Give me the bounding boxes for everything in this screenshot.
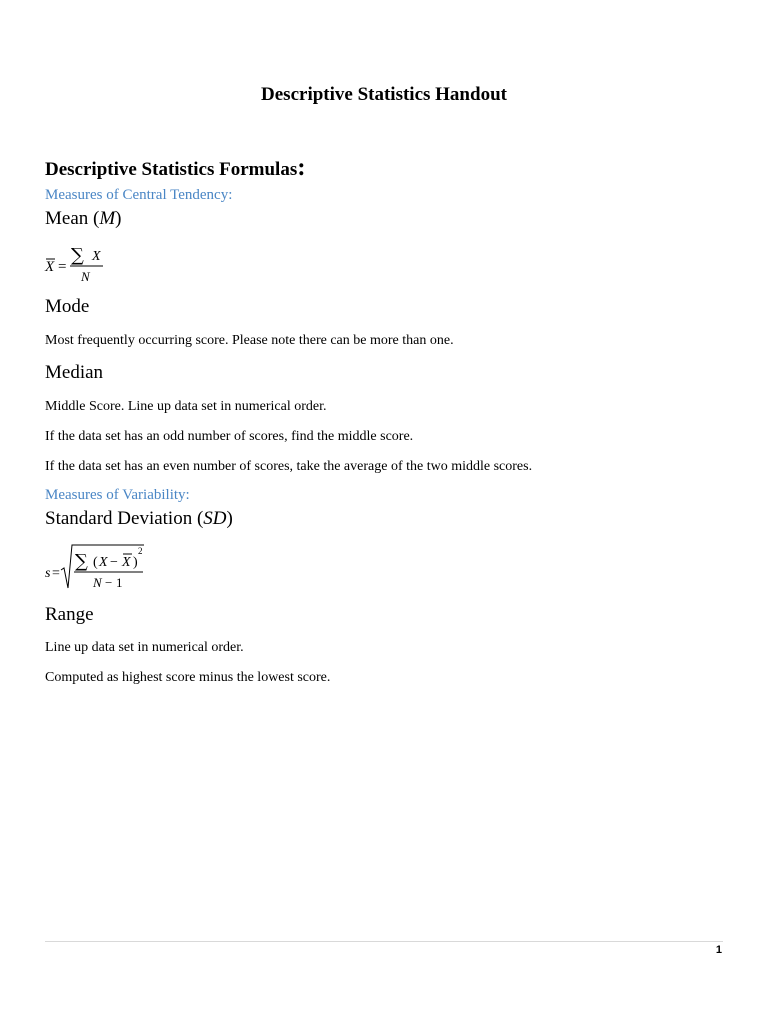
sd-heading-prefix: Standard Deviation ( <box>45 508 204 529</box>
sd-lhs: s <box>45 566 51 581</box>
page-number: 1 <box>715 944 722 956</box>
sd-heading <box>45 508 233 530</box>
sd-heading-symbol: SD <box>203 508 227 529</box>
footer-divider <box>45 941 723 942</box>
mean-denominator: N <box>81 269 90 284</box>
sd-denom-n: N <box>93 575 102 590</box>
sd-x: X <box>99 555 108 570</box>
sd-sigma: ∑ <box>75 551 88 572</box>
range-heading: Range <box>45 604 94 625</box>
mean-equals: = <box>58 259 67 275</box>
sd-xbar: X <box>122 555 131 570</box>
mean-heading-prefix: Mean ( <box>45 208 100 229</box>
mean-numerator-var: X <box>92 249 101 264</box>
median-line: If the data set has an odd number of scores, find the middle score. <box>45 429 414 444</box>
mean-heading-symbol: M <box>99 208 116 229</box>
variability-label: Measures of Variability: <box>45 487 190 503</box>
sd-formula <box>44 540 154 594</box>
range-line: Line up data set in numerical order. <box>45 640 244 655</box>
sd-close-paren: ) <box>133 555 138 570</box>
mode-heading: Mode <box>45 296 90 317</box>
median-line: Middle Score. Line up data set in numerical order. <box>45 399 327 414</box>
range-line: Computed as highest score minus the lowest score. <box>45 670 331 685</box>
mean-formula <box>44 238 114 286</box>
mean-heading-suffix: ) <box>115 208 122 229</box>
document-title: Descriptive Statistics Handout <box>261 84 507 105</box>
sd-heading-suffix: ) <box>226 508 233 529</box>
mode-text: Most frequently occurring score. Please note there can be more than one. <box>45 333 454 348</box>
mean-lhs: X <box>45 259 55 275</box>
formulas-heading-colon: : <box>297 154 306 181</box>
mean-heading <box>45 208 122 230</box>
median-heading: Median <box>45 362 104 383</box>
central-tendency-label: Measures of Central Tendency: <box>45 187 233 203</box>
formulas-heading <box>45 154 306 181</box>
sd-minus: − <box>110 555 118 570</box>
formulas-heading-text: Descriptive Statistics Formulas <box>45 159 298 180</box>
sd-exponent: 2 <box>138 546 143 556</box>
median-line: If the data set has an even number of scores, take the average of the two middle scores. <box>45 459 533 474</box>
sd-denom-one: 1 <box>116 575 123 590</box>
mean-sigma: ∑ <box>71 245 84 266</box>
sd-open-paren: ( <box>93 555 98 570</box>
sd-denom-minus: − <box>105 575 113 590</box>
sd-equals: = <box>52 566 60 581</box>
